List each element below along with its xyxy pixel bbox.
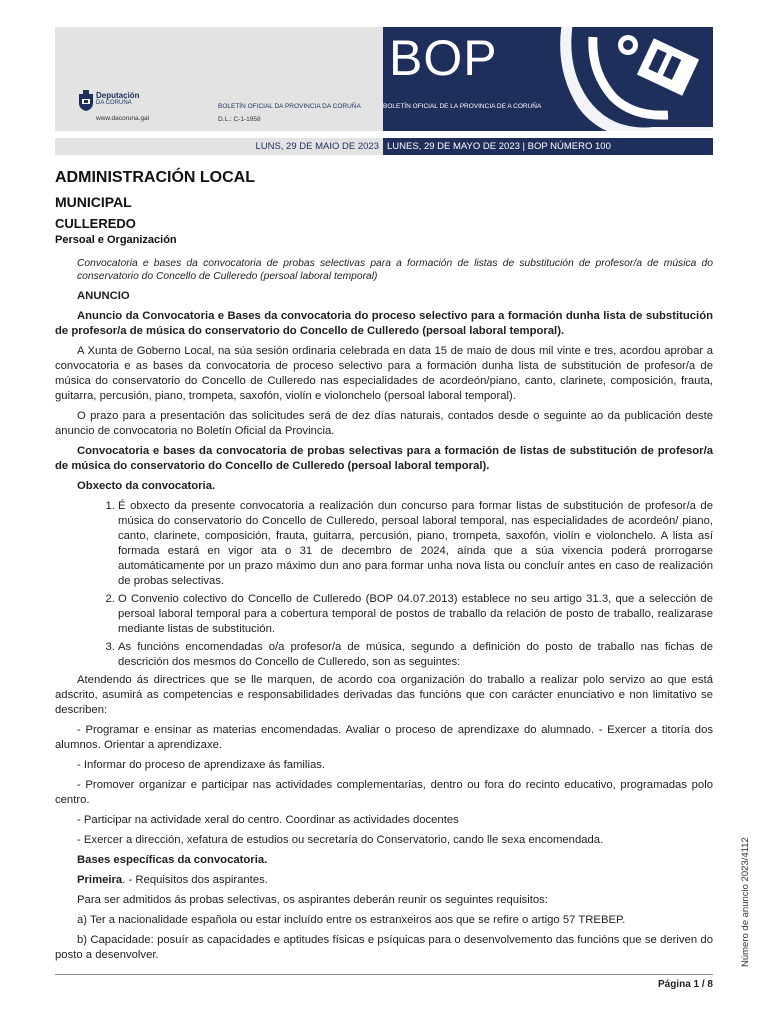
- list-item: 2. O Convenio colectivo do Concello de Culleredo (BOP 04.07.2013) establece no seu artigo 31.3, que a selección de persoal laboral temporal para a cobertura temporal de postos de traballo da relación de posto de traballo, realizarase mediante listas de substitución.: [118, 592, 713, 637]
- publisher-subname: DA CORUÑA: [96, 100, 132, 106]
- primeira-rest: . - Requisitos dos aspirantes.: [122, 874, 268, 886]
- summary-text: Convocatoria e bases da convocatoria de probas selectivas para a formación de listas de substitución de profesor/a de música do conservatorio do Concello de Culleredo (persoal laboral temporal): [77, 258, 713, 282]
- duty-item: - Programar e ensinar as materias encomendadas. Avaliar o proceso de aprendizaxe do alumnado. - Exercer a titoría dos alumnos. Orientar a aprendizaxe.: [55, 724, 713, 751]
- page-number: Página 1 / 8: [657, 979, 713, 990]
- duty-item: - Informar do proceso de aprendizaxe ás familias.: [77, 759, 326, 771]
- announcement-number: Número de anuncio 2023/4112: [740, 837, 751, 967]
- anuncio-title: Anuncio da Convocatoria e Bases da convocatoria do proceso selectivo para a formación dunha lista de substitución de profesor/a de música do conservatorio do Concello de Culleredo (persoal laboral temporal).: [55, 310, 713, 337]
- department-heading: Persoal e Organización: [55, 234, 177, 246]
- paragraph: A Xunta de Goberno Local, na súa sesión ordinaria celebrada en data 15 de maio de dous mil vinte e tres, acordou aprobar a convocatoria e as bases da convocatoria de proceso selectivo para a formación dunha lista de substitución de profesor/a de música do conservatorio do Concello de Culleredo nas especialidades de acordeón/piano, canto, clarinete, composición, frauta, guitarra, percusión, piano, trompeta, saxofón, violín e violonchelo (persoal laboral temporal).: [55, 345, 713, 402]
- municipality-heading: CULLEREDO: [55, 216, 136, 231]
- bases-title: Convocatoria e bases da convocatoria de probas selectivas para a formación de listas de substitución de profesor/a de música do conservatorio do Concello de Culleredo (persoal laboral temporal).: [55, 445, 713, 472]
- obxecto-title: Obxecto da convocatoria.: [77, 480, 216, 492]
- bulletin-title-gal: BOLETÍN OFICIAL DA PROVINCIA DA CORUÑA: [218, 103, 361, 110]
- date-gal: LUNS, 29 DE MAIO DE 2023: [255, 141, 379, 152]
- numbered-list: [55, 499, 713, 670]
- section-heading: ADMINISTRACIÓN LOCAL: [55, 169, 255, 186]
- duty-item: - Participar na actividade xeral do centro. Coordinar as actividades docentes: [77, 814, 459, 826]
- bop-banner: [383, 27, 713, 131]
- paragraph: Atendendo ás directrices que se lle marquen, de acordo coa organización do traballo a realizar polo servizo ao que está adscrito, asumirá as competencias e responsabilidades derivadas das funcións que con carácter enunciativo e non limitativo se describen:: [55, 674, 713, 716]
- paragraph: O prazo para a presentación das solicitudes será de dez días naturais, contados desde o seguinte ao da publicación deste anuncio de convocatoria no Boletín Oficial da Provincia.: [55, 410, 713, 437]
- duty-item: - Exercer a dirección, xefatura de estudios ou secretaría do Conservatorio, cando lle sexa encomendada.: [77, 834, 604, 846]
- anuncio-label: ANUNCIO: [77, 290, 130, 302]
- type-heading: MUNICIPAL: [55, 194, 132, 210]
- coat-of-arms-icon: [533, 27, 713, 131]
- list-item: 3. As funcións encomendadas o/a profesor/a de música, segundo a definición do posto de traballo nas fichas de descrición dos mesmos do Concello de Culleredo, son as seguintes:: [118, 640, 713, 670]
- requirement-item: a) Ter a nacionalidade española ou estar incluído entre os estranxeiros aos que se refire o artigo 57 TREBEP.: [77, 914, 626, 926]
- website-link[interactable]: www.dacoruna.gal: [96, 115, 150, 122]
- duty-item: - Promover organizar e participar nas actividades complementarias, dentro ou fora do recinto educativo, programadas polo centro.: [55, 779, 713, 806]
- paragraph: Para ser admitidos ás probas selectivas, os aspirantes deberán reunir os seguintes requisitos:: [77, 894, 548, 906]
- primeira-heading: [55, 873, 713, 888]
- bop-logo: BOP: [389, 30, 498, 86]
- date-bar-es: [383, 138, 713, 155]
- shield-icon: [78, 90, 94, 112]
- date-bar-gal: [55, 138, 383, 155]
- list-item: 1. É obxecto da presente convocatoria a realización dun concurso para formar listas de substitución de profesor/a de música do conservatorio do Concello de Culleredo, persoal laboral temporal, nas especialidades de acordeón/ piano, canto, clarinete, composición, frauta, guitarra, percusión, piano, trompeta, saxofón, violín e violonchelo. A lista así formada estará en vigor ata o 31 de decembro de 2024, aínda que a súa vixencia poderá prorrogarse automáticamente por un prazo máximo dun ano para formar unha nova lista ou concluír antes en caso de realización de probas selectivas.: [118, 499, 713, 589]
- bases-especificas-title: Bases específicas da convocatoria.: [77, 854, 268, 866]
- publisher-name: Deputación: [96, 91, 140, 100]
- footer-divider: [55, 974, 713, 975]
- bulletin-title-es: BOLETÍN OFICIAL DE LA PROVINCIA DE A CORUÑA: [383, 103, 542, 110]
- date-es: LUNES, 29 DE MAYO DE 2023 | BOP NÚMERO 100: [387, 141, 611, 152]
- primeira-label: Primeira: [77, 874, 123, 886]
- legal-deposit: D.L.: C-1-1958: [218, 116, 261, 123]
- document-body: [55, 257, 713, 968]
- requirement-item: b) Capacidade: posuír as capacidades e aptitudes físicas e psíquicas para o desenvolvemento das funcións que se deriven do posto a desenvolver.: [55, 934, 713, 961]
